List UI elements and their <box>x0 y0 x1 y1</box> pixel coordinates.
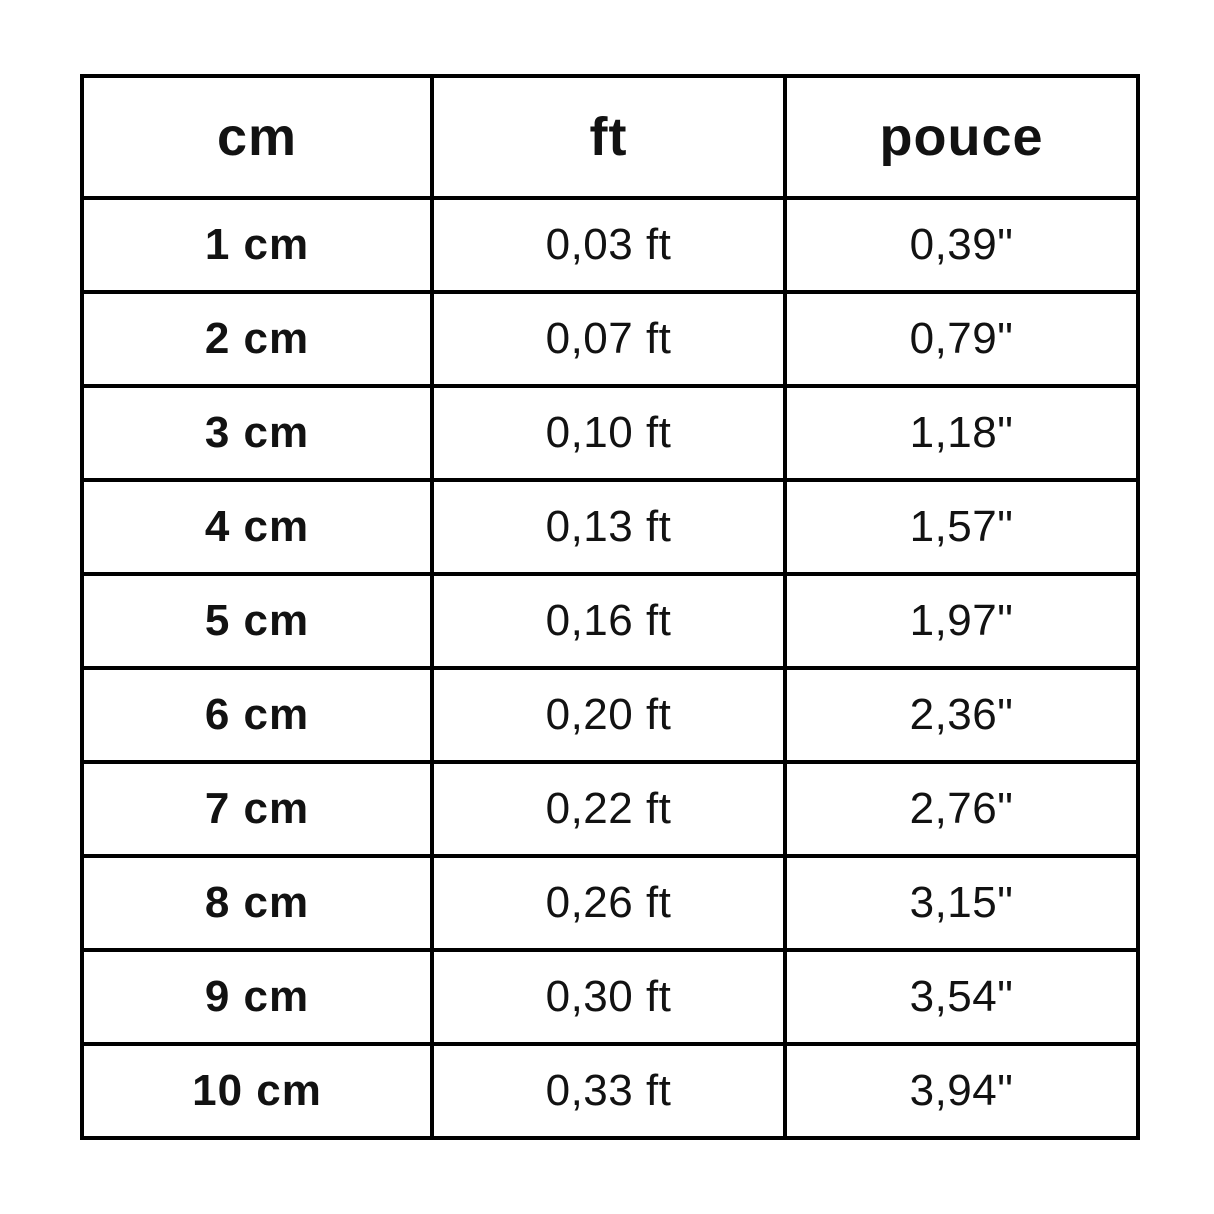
cell-pouce: 1,97" <box>785 574 1138 668</box>
cell-ft: 0,26 ft <box>432 856 785 950</box>
cell-cm: 4 cm <box>82 480 432 574</box>
cell-ft: 0,16 ft <box>432 574 785 668</box>
header-cell-ft: ft <box>432 76 785 198</box>
header-cell-pouce: pouce <box>785 76 1138 198</box>
cell-pouce: 0,39" <box>785 198 1138 292</box>
cm-ft-pouce-conversion-table <box>80 74 1140 1140</box>
table-row <box>82 762 1138 856</box>
cell-cm: 5 cm <box>82 574 432 668</box>
table-row <box>82 480 1138 574</box>
cell-cm: 9 cm <box>82 950 432 1044</box>
cell-ft: 0,20 ft <box>432 668 785 762</box>
cell-cm: 1 cm <box>82 198 432 292</box>
cell-pouce: 1,57" <box>785 480 1138 574</box>
cell-pouce: 2,76" <box>785 762 1138 856</box>
cell-ft: 0,07 ft <box>432 292 785 386</box>
cell-ft: 0,03 ft <box>432 198 785 292</box>
cell-ft: 0,13 ft <box>432 480 785 574</box>
table-row <box>82 386 1138 480</box>
cell-cm: 2 cm <box>82 292 432 386</box>
header-row <box>82 76 1138 198</box>
cell-ft: 0,10 ft <box>432 386 785 480</box>
cell-cm: 10 cm <box>82 1044 432 1138</box>
cell-cm: 3 cm <box>82 386 432 480</box>
cell-ft: 0,30 ft <box>432 950 785 1044</box>
table-row <box>82 198 1138 292</box>
table-row <box>82 668 1138 762</box>
cell-cm: 7 cm <box>82 762 432 856</box>
table-row <box>82 574 1138 668</box>
table-row <box>82 292 1138 386</box>
table-row <box>82 950 1138 1044</box>
cell-cm: 6 cm <box>82 668 432 762</box>
table-row <box>82 1044 1138 1138</box>
header-cell-cm: cm <box>82 76 432 198</box>
cell-pouce: 3,94" <box>785 1044 1138 1138</box>
cell-ft: 0,33 ft <box>432 1044 785 1138</box>
cell-pouce: 3,15" <box>785 856 1138 950</box>
cell-pouce: 3,54" <box>785 950 1138 1044</box>
cell-pouce: 0,79" <box>785 292 1138 386</box>
cell-pouce: 1,18" <box>785 386 1138 480</box>
table-row <box>82 856 1138 950</box>
cell-cm: 8 cm <box>82 856 432 950</box>
cell-pouce: 2,36" <box>785 668 1138 762</box>
cell-ft: 0,22 ft <box>432 762 785 856</box>
